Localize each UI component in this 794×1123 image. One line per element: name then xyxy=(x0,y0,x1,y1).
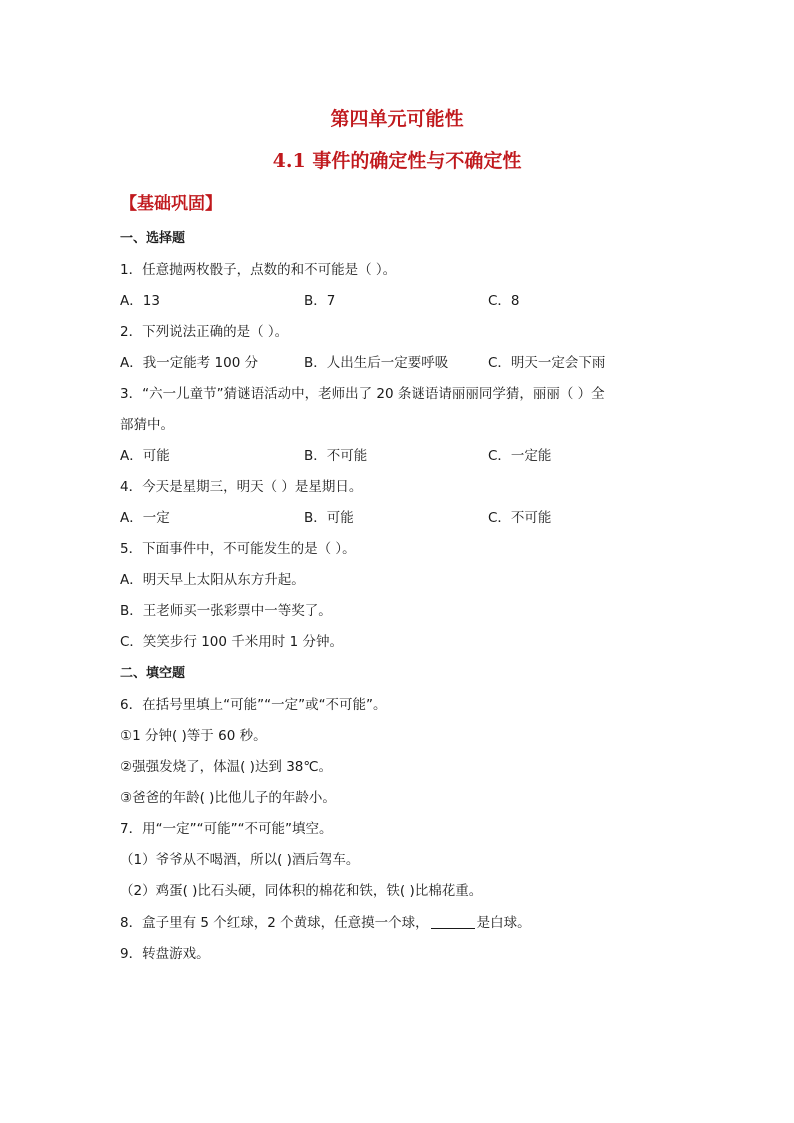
question-2: 2．下列说法正确的是（ ）。 xyxy=(120,324,289,340)
part1-heading: 一、选择题 xyxy=(120,231,186,246)
q5-option-a: A．明天早上太阳从东方升起。 xyxy=(120,572,305,588)
q7-item-1: （1）爷爷从不喝酒，所以( )酒后驾车。 xyxy=(120,852,360,868)
q2-option-b: B．人出生后一定要呼吸 xyxy=(304,355,449,371)
q4-option-c: C．不可能 xyxy=(488,510,552,526)
question-7: 7．用“一定”“可能”“不可能”填空。 xyxy=(120,821,333,837)
q6-item-1: ①1 分钟( )等于 60 秒。 xyxy=(120,728,267,744)
lesson-title: 4.1 事件的确定性与不确定性 xyxy=(272,150,522,172)
question-1: 1．任意抛两枚骰子，点数的和不可能是（ ）。 xyxy=(120,262,397,278)
q8-text-before: 8．盒子里有 5 个红球，2 个黄球，任意摸一个球， xyxy=(120,915,429,931)
question-3-line-1: 3．“六一儿童节”猜谜语活动中，老师出了 20 条谜语请丽丽同学猜，丽丽（ ）全 xyxy=(120,386,605,402)
question-6: 6．在括号里填上“可能”“一定”或“不可能”。 xyxy=(120,697,387,713)
q5-option-c: C．笑笑步行 100 千米用时 1 分钟。 xyxy=(120,634,343,650)
question-3-line-2: 部猜中。 xyxy=(120,417,174,433)
q4-option-b: B．可能 xyxy=(304,510,354,526)
q6-item-3: ③爸爸的年龄( )比他儿子的年龄小。 xyxy=(120,790,336,806)
q7-item-2: （2）鸡蛋( )比石头硬，同体积的棉花和铁，铁( )比棉花重。 xyxy=(120,883,483,899)
q4-option-a: A．一定 xyxy=(120,510,170,526)
part2-heading: 二、填空题 xyxy=(120,666,186,681)
q3-option-b: B．不可能 xyxy=(304,448,368,464)
q3-option-c: C．一定能 xyxy=(488,448,552,464)
question-5: 5．下面事件中，不可能发生的是（ ）。 xyxy=(120,541,356,557)
question-9: 9．转盘游戏。 xyxy=(120,946,210,962)
q8-text-after: 是白球。 xyxy=(476,915,531,931)
question-4: 4．今天是星期三，明天（ ）是星期日。 xyxy=(120,479,363,495)
q5-option-b: B．王老师买一张彩票中一等奖了。 xyxy=(120,603,332,619)
q3-option-a: A．可能 xyxy=(120,448,170,464)
question-8 xyxy=(120,914,531,932)
q1-option-b: B．7 xyxy=(304,293,336,309)
q8-answer-blank[interactable] xyxy=(431,914,475,929)
q6-item-2: ②强强发烧了，体温( )达到 38℃。 xyxy=(120,759,333,775)
q1-option-a: A．13 xyxy=(120,293,160,309)
unit-title: 第四单元可能性 xyxy=(330,108,464,130)
q2-option-a: A．我一定能考 100 分 xyxy=(120,355,259,371)
section-tag: 【基础巩固】 xyxy=(120,194,222,214)
q1-option-c: C．8 xyxy=(488,293,520,309)
q2-option-c: C．明天一定会下雨 xyxy=(488,355,606,371)
